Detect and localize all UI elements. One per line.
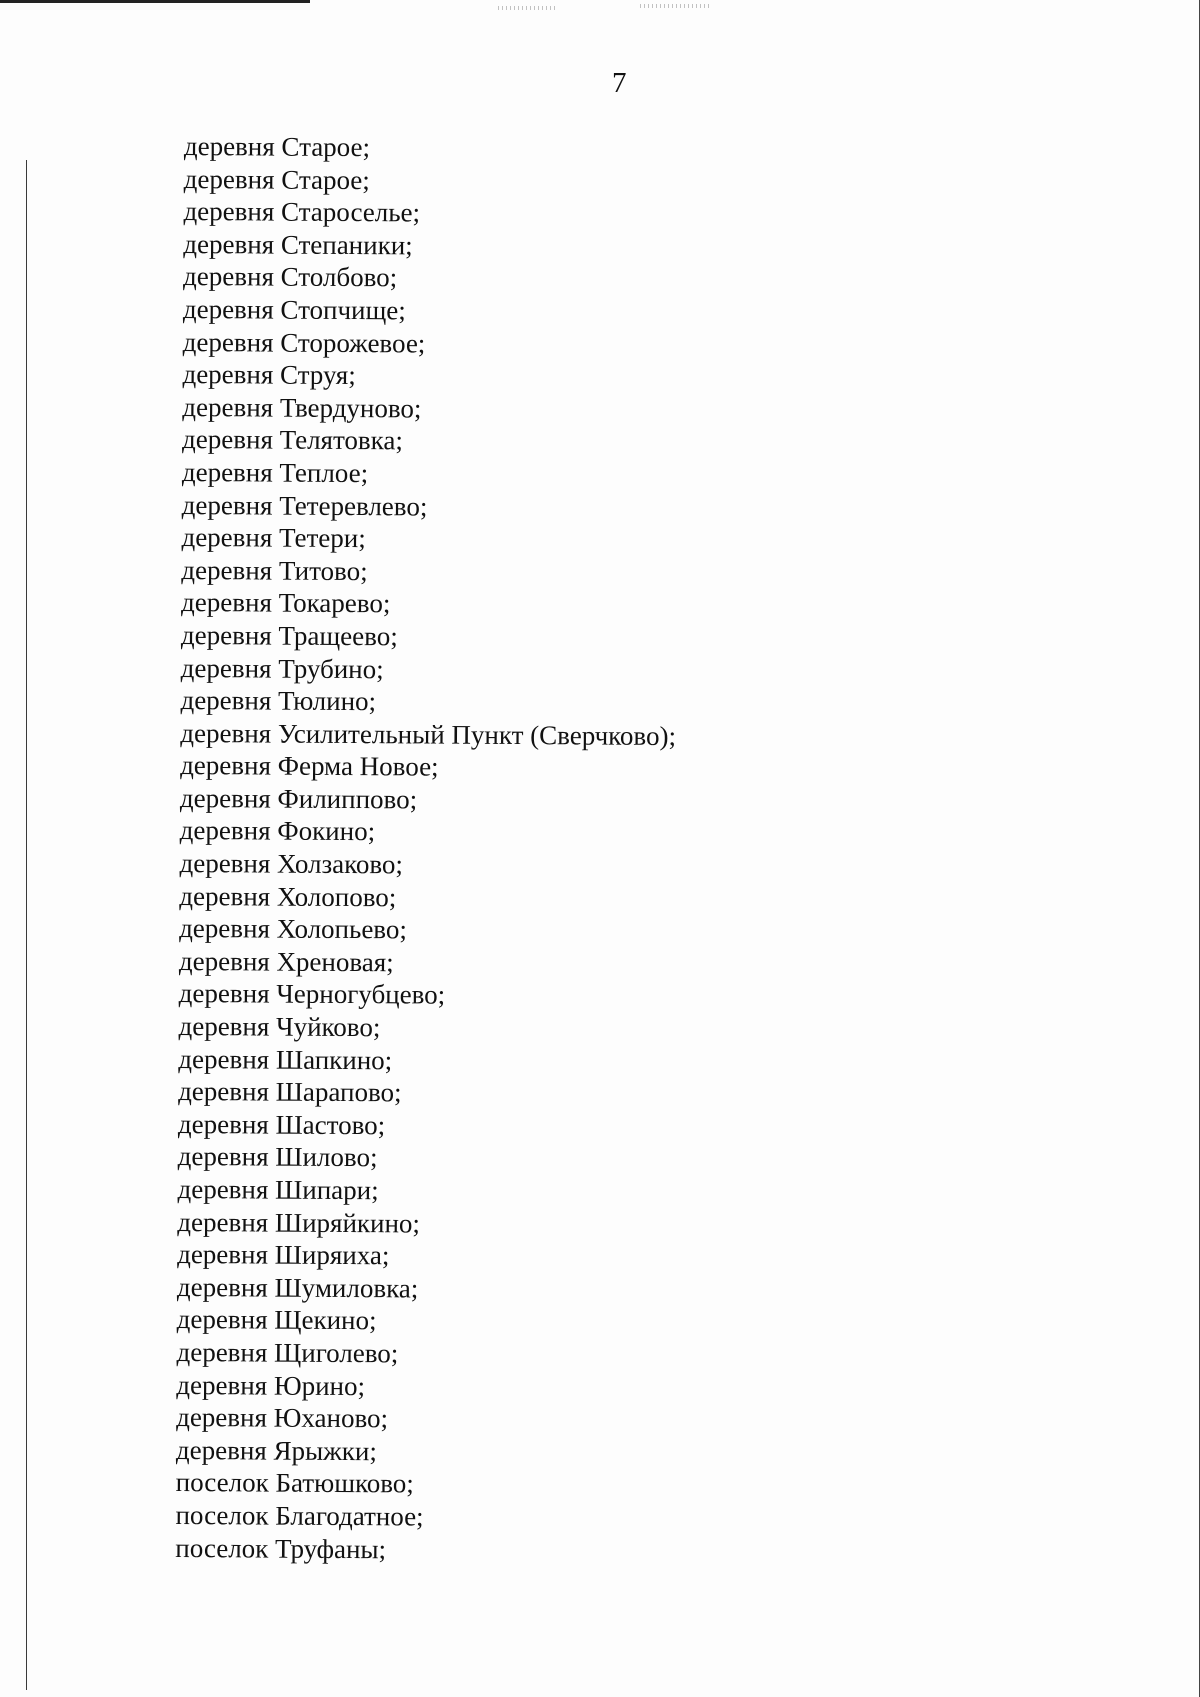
scan-left-edge <box>26 160 27 1690</box>
list-item: деревня Хреновая; <box>178 945 394 978</box>
scan-top-rule <box>0 0 310 3</box>
list-item: деревня Шилово; <box>177 1141 378 1173</box>
list-item: деревня Холопьево; <box>179 913 408 945</box>
list-item: деревня Ширяиха; <box>177 1239 390 1271</box>
list-item: деревня Струя; <box>182 359 356 391</box>
list-item: деревня Столбово; <box>183 261 398 293</box>
list-item: деревня Телятовка; <box>182 424 404 456</box>
list-item: деревня Ярыжки; <box>175 1434 377 1466</box>
list-item: деревня Тюлино; <box>180 685 377 717</box>
list-item: деревня Тращеево; <box>180 619 398 652</box>
list-item: деревня Фокино; <box>179 815 376 847</box>
scan-speckle <box>640 4 710 8</box>
list-item: деревня Шарапово; <box>178 1076 402 1108</box>
list-item: деревня Стопчище; <box>182 293 406 326</box>
list-item: деревня Юханово; <box>176 1402 389 1434</box>
list-item: деревня Юрино; <box>176 1369 366 1401</box>
list-item: деревня Степаники; <box>183 228 413 261</box>
list-item: поселок Благодатное; <box>175 1499 424 1532</box>
list-item: деревня Чуйково; <box>178 1011 381 1043</box>
list-item: деревня Черногубцево; <box>178 978 446 1011</box>
list-item: поселок Труфаны; <box>175 1532 387 1564</box>
list-item: деревня Шипари; <box>177 1173 379 1206</box>
list-item: деревня Трубино; <box>180 652 384 684</box>
list-item: деревня Шастово; <box>177 1108 386 1141</box>
list-item: деревня Щиголево; <box>176 1336 399 1369</box>
list-item: деревня Сторожевое; <box>182 326 426 359</box>
list-item: деревня Старое; <box>183 163 370 195</box>
list-item: деревня Тетери; <box>181 522 366 554</box>
list-item: деревня Холопово; <box>179 880 397 912</box>
settlement-list <box>175 130 679 1567</box>
list-item: деревня Твердуново; <box>182 391 422 424</box>
list-item: деревня Староселье; <box>183 196 421 228</box>
list-item: деревня Щекино; <box>176 1304 377 1336</box>
list-item: деревня Тетеревлево; <box>181 489 428 522</box>
list-item: деревня Теплое; <box>181 456 369 489</box>
list-item: деревня Токарево; <box>181 587 391 619</box>
scan-speckle <box>498 6 558 10</box>
list-item: деревня Титово; <box>181 554 368 586</box>
list-item: деревня Усилительный Пункт (Сверчково); <box>180 717 677 751</box>
page-number: 7 <box>612 67 627 99</box>
list-item: деревня Ферма Новое; <box>180 750 439 782</box>
list-item: деревня Филиппово; <box>179 782 418 815</box>
list-item: деревня Холзаково; <box>179 848 404 880</box>
list-item: поселок Батюшково; <box>175 1467 414 1499</box>
list-item: деревня Старое; <box>183 130 371 163</box>
list-item: деревня Ширяйкино; <box>177 1206 421 1239</box>
list-item: деревня Шумиловка; <box>176 1271 419 1304</box>
list-item: деревня Шапкино; <box>178 1043 393 1075</box>
